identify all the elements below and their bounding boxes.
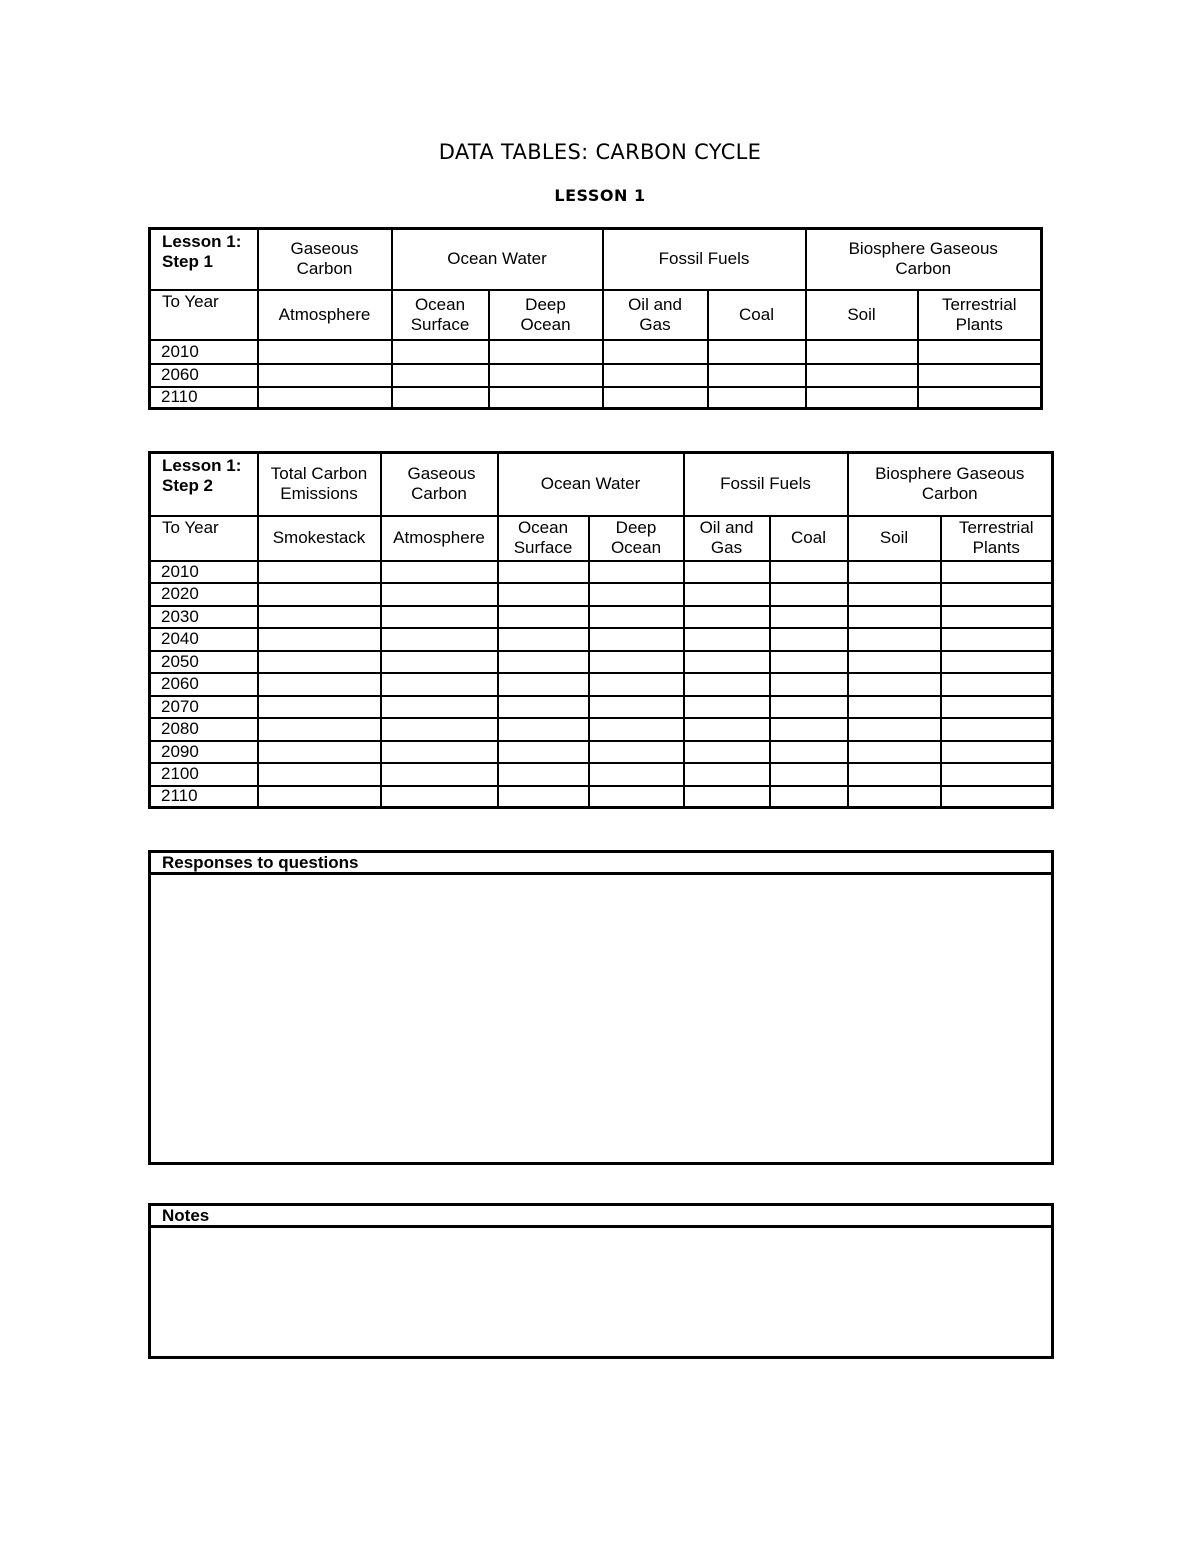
data-cell[interactable] <box>708 364 806 387</box>
data-cell[interactable] <box>381 628 498 651</box>
subheader-terrestrial-plants: Terrestrial Plants <box>941 516 1053 561</box>
data-cell[interactable] <box>848 718 941 741</box>
table-subheader-row <box>150 290 1042 340</box>
data-cell[interactable] <box>941 741 1053 763</box>
data-cell[interactable] <box>684 718 770 741</box>
step-number: Step 2 <box>162 476 214 495</box>
year-cell: 2100 <box>150 763 258 786</box>
year-cell: 2070 <box>150 696 258 718</box>
data-cell[interactable] <box>392 340 489 364</box>
data-cell[interactable] <box>489 387 603 409</box>
data-cell[interactable] <box>258 387 392 409</box>
data-cell[interactable] <box>770 673 848 696</box>
data-cell[interactable] <box>848 673 941 696</box>
table-row <box>150 628 1053 651</box>
data-cell[interactable] <box>848 561 941 583</box>
subheader-smokestack: Smokestack <box>258 516 381 561</box>
data-cell[interactable] <box>941 718 1053 741</box>
data-cell[interactable] <box>770 786 848 808</box>
group-header-gaseous-carbon: Gaseous Carbon <box>381 453 498 516</box>
data-cell[interactable] <box>603 364 708 387</box>
lesson-label: Lesson 1: <box>162 232 242 251</box>
lesson-label: Lesson 1: <box>162 456 242 475</box>
data-cell[interactable] <box>848 786 941 808</box>
year-cell: 2020 <box>150 583 258 606</box>
data-cell[interactable] <box>392 387 489 409</box>
subheader-deep-ocean: Deep Ocean <box>489 290 603 340</box>
group-header-ocean-water: Ocean Water <box>392 229 603 290</box>
to-year-label: To Year <box>150 516 258 561</box>
data-cell[interactable] <box>770 628 848 651</box>
data-cell[interactable] <box>848 741 941 763</box>
table-row <box>150 673 1053 696</box>
data-cell[interactable] <box>941 606 1053 628</box>
data-cell[interactable] <box>258 561 381 583</box>
table-row <box>150 651 1053 673</box>
data-cell[interactable] <box>589 673 684 696</box>
data-cell[interactable] <box>498 718 589 741</box>
notes-box <box>148 1203 1054 1359</box>
table-row <box>150 786 1053 808</box>
table-row <box>150 718 1053 741</box>
data-cell[interactable] <box>381 718 498 741</box>
data-cell[interactable] <box>381 561 498 583</box>
data-cell[interactable] <box>498 606 589 628</box>
subheader-ocean-surface: Ocean Surface <box>392 290 489 340</box>
responses-area[interactable] <box>151 875 1051 1162</box>
subheader-ocean-surface: Ocean Surface <box>498 516 589 561</box>
table-row <box>150 340 1042 364</box>
data-cell[interactable] <box>498 561 589 583</box>
data-cell[interactable] <box>258 696 381 718</box>
data-cell[interactable] <box>258 340 392 364</box>
data-cell[interactable] <box>941 651 1053 673</box>
data-cell[interactable] <box>381 673 498 696</box>
data-cell[interactable] <box>770 606 848 628</box>
data-cell[interactable] <box>381 606 498 628</box>
data-cell[interactable] <box>684 786 770 808</box>
table-header-row <box>150 229 1042 290</box>
table-row <box>150 741 1053 763</box>
subheader-oil-and-gas: Oil and Gas <box>603 290 708 340</box>
subheader-oil-and-gas: Oil and Gas <box>684 516 770 561</box>
year-cell: 2010 <box>150 561 258 583</box>
step-number: Step 1 <box>162 252 214 271</box>
step1-data-table <box>148 227 1043 410</box>
data-cell[interactable] <box>258 583 381 606</box>
year-cell: 2060 <box>150 673 258 696</box>
notes-area[interactable] <box>151 1228 1051 1356</box>
data-cell[interactable] <box>806 387 918 409</box>
data-cell[interactable] <box>770 561 848 583</box>
data-cell[interactable] <box>684 651 770 673</box>
data-cell[interactable] <box>684 583 770 606</box>
year-cell: 2010 <box>150 340 258 364</box>
year-cell: 2080 <box>150 718 258 741</box>
subheader-atmosphere: Atmosphere <box>381 516 498 561</box>
data-cell[interactable] <box>941 561 1053 583</box>
data-cell[interactable] <box>498 696 589 718</box>
data-cell[interactable] <box>848 583 941 606</box>
data-cell[interactable] <box>498 583 589 606</box>
data-cell[interactable] <box>589 561 684 583</box>
data-cell[interactable] <box>918 387 1042 409</box>
data-cell[interactable] <box>918 340 1042 364</box>
data-cell[interactable] <box>498 763 589 786</box>
table-row <box>150 606 1053 628</box>
data-cell[interactable] <box>589 583 684 606</box>
data-cell[interactable] <box>381 696 498 718</box>
data-cell[interactable] <box>806 364 918 387</box>
data-cell[interactable] <box>941 583 1053 606</box>
year-cell: 2060 <box>150 364 258 387</box>
table-header-row <box>150 453 1053 516</box>
data-cell[interactable] <box>684 606 770 628</box>
subheader-terrestrial-plants: Terrestrial Plants <box>918 290 1042 340</box>
responses-box <box>148 850 1054 1165</box>
data-cell[interactable] <box>684 763 770 786</box>
data-cell[interactable] <box>589 606 684 628</box>
data-cell[interactable] <box>684 741 770 763</box>
data-cell[interactable] <box>684 673 770 696</box>
year-cell: 2110 <box>150 387 258 409</box>
data-cell[interactable] <box>381 583 498 606</box>
table-subheader-row <box>150 516 1053 561</box>
data-cell[interactable] <box>848 651 941 673</box>
data-cell[interactable] <box>589 651 684 673</box>
year-cell: 2030 <box>150 606 258 628</box>
data-cell[interactable] <box>258 786 381 808</box>
subheader-coal: Coal <box>770 516 848 561</box>
data-cell[interactable] <box>258 364 392 387</box>
data-cell[interactable] <box>806 340 918 364</box>
group-header-gaseous-carbon: Gaseous Carbon <box>258 229 392 290</box>
data-cell[interactable] <box>489 364 603 387</box>
data-cell[interactable] <box>258 741 381 763</box>
data-cell[interactable] <box>770 718 848 741</box>
table-row <box>150 364 1042 387</box>
data-cell[interactable] <box>770 583 848 606</box>
data-cell[interactable] <box>489 340 603 364</box>
data-cell[interactable] <box>498 628 589 651</box>
data-cell[interactable] <box>589 786 684 808</box>
data-cell[interactable] <box>941 763 1053 786</box>
step-label <box>150 229 258 290</box>
data-cell[interactable] <box>941 786 1053 808</box>
data-cell[interactable] <box>392 364 489 387</box>
table-row <box>150 583 1053 606</box>
data-cell[interactable] <box>589 628 684 651</box>
data-cell[interactable] <box>770 696 848 718</box>
year-cell: 2090 <box>150 741 258 763</box>
subheader-deep-ocean: Deep Ocean <box>589 516 684 561</box>
data-cell[interactable] <box>589 718 684 741</box>
table-row <box>150 387 1042 409</box>
data-cell[interactable] <box>770 763 848 786</box>
data-cell[interactable] <box>498 651 589 673</box>
data-cell[interactable] <box>848 763 941 786</box>
data-cell[interactable] <box>381 741 498 763</box>
data-cell[interactable] <box>498 673 589 696</box>
subheader-soil: Soil <box>848 516 941 561</box>
data-cell[interactable] <box>258 673 381 696</box>
data-cell[interactable] <box>708 340 806 364</box>
data-cell[interactable] <box>848 606 941 628</box>
to-year-label: To Year <box>150 290 258 340</box>
data-cell[interactable] <box>708 387 806 409</box>
data-cell[interactable] <box>684 561 770 583</box>
data-cell[interactable] <box>258 763 381 786</box>
notes-heading: Notes <box>151 1206 1051 1228</box>
year-cell: 2040 <box>150 628 258 651</box>
group-header-biosphere: Biosphere Gaseous Carbon <box>806 229 1042 290</box>
data-cell[interactable] <box>684 628 770 651</box>
group-header-fossil-fuels: Fossil Fuels <box>603 229 806 290</box>
subheader-atmosphere: Atmosphere <box>258 290 392 340</box>
data-cell[interactable] <box>258 606 381 628</box>
data-cell[interactable] <box>941 628 1053 651</box>
data-cell[interactable] <box>941 696 1053 718</box>
data-cell[interactable] <box>848 696 941 718</box>
data-cell[interactable] <box>258 718 381 741</box>
data-cell[interactable] <box>770 651 848 673</box>
step2-data-table <box>148 451 1054 809</box>
data-cell[interactable] <box>589 741 684 763</box>
data-cell[interactable] <box>589 696 684 718</box>
table-row <box>150 763 1053 786</box>
data-cell[interactable] <box>603 340 708 364</box>
data-cell[interactable] <box>589 763 684 786</box>
data-cell[interactable] <box>498 786 589 808</box>
step-label <box>150 453 258 516</box>
data-cell[interactable] <box>381 763 498 786</box>
data-cell[interactable] <box>258 651 381 673</box>
data-cell[interactable] <box>381 651 498 673</box>
data-cell[interactable] <box>918 364 1042 387</box>
table-row <box>150 561 1053 583</box>
subheader-soil: Soil <box>806 290 918 340</box>
lesson-heading: LESSON 1 <box>554 186 646 205</box>
data-cell[interactable] <box>770 741 848 763</box>
group-header-total-carbon-emissions: Total Carbon Emissions <box>258 453 381 516</box>
data-cell[interactable] <box>498 741 589 763</box>
year-cell: 2110 <box>150 786 258 808</box>
data-cell[interactable] <box>941 673 1053 696</box>
data-cell[interactable] <box>848 628 941 651</box>
year-cell: 2050 <box>150 651 258 673</box>
page-title: DATA TABLES: CARBON CYCLE <box>438 140 762 164</box>
group-header-ocean-water: Ocean Water <box>498 453 684 516</box>
data-cell[interactable] <box>684 696 770 718</box>
group-header-fossil-fuels: Fossil Fuels <box>684 453 848 516</box>
data-cell[interactable] <box>258 628 381 651</box>
subheader-coal: Coal <box>708 290 806 340</box>
data-cell[interactable] <box>381 786 498 808</box>
group-header-biosphere: Biosphere Gaseous Carbon <box>848 453 1053 516</box>
table-row <box>150 696 1053 718</box>
responses-heading: Responses to questions <box>151 853 1051 875</box>
data-cell[interactable] <box>603 387 708 409</box>
